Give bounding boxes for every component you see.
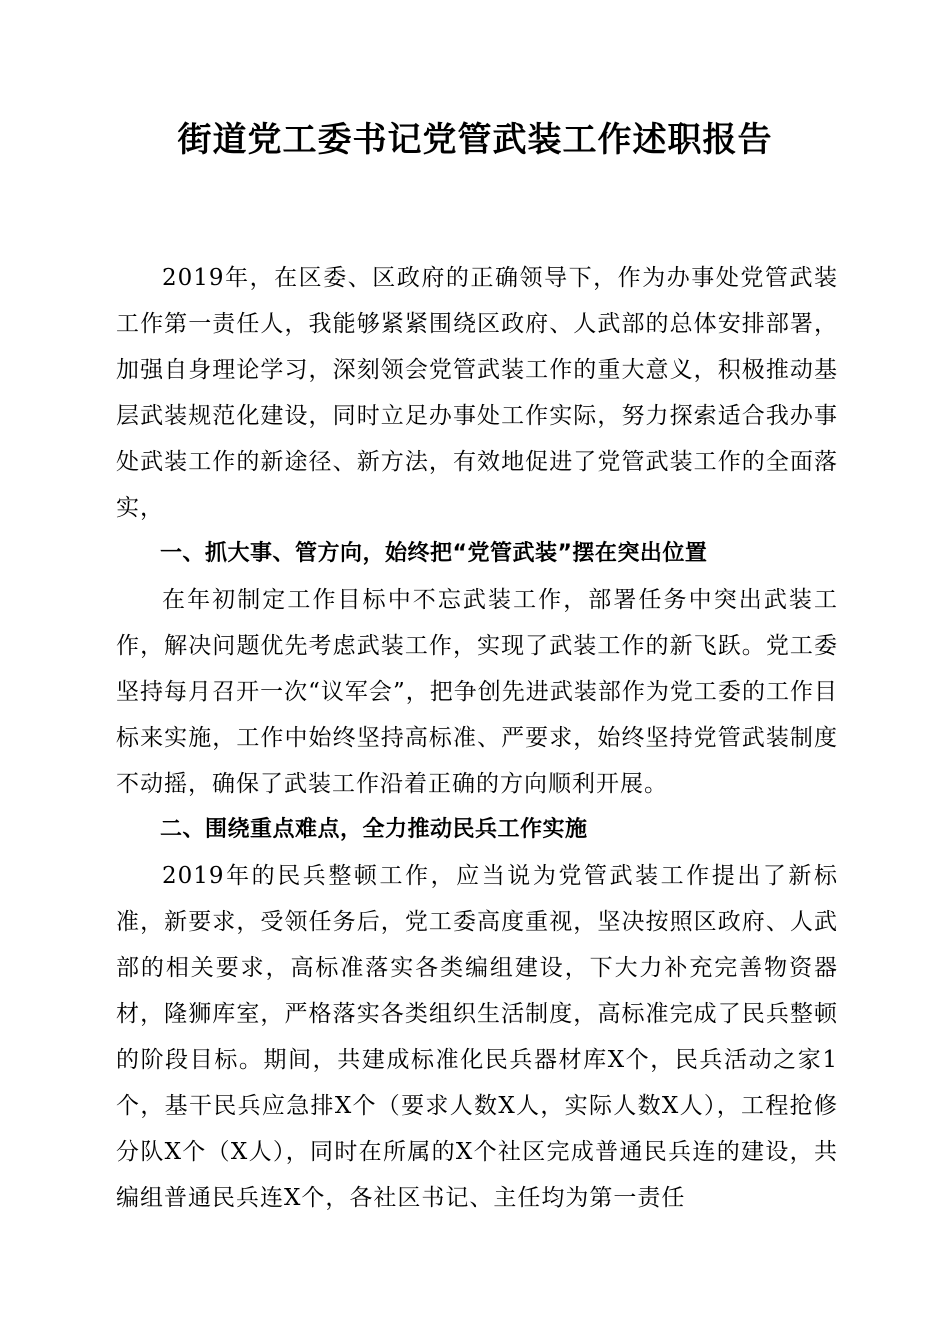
section-heading-1: 一、抓大事、管方向，始终把“党管武装”摆在突出位置 — [160, 541, 708, 566]
document-body — [116, 255, 838, 1221]
section-heading-2: 二、围绕重点难点，全力推动民兵工作实施 — [160, 817, 588, 842]
document-title: 街道党工委书记党管武装工作述职报告 — [177, 120, 773, 160]
section-2-paragraph: 2019年的民兵整顿工作，应当说为党管武装工作提出了新标准，新要求，受领任务后，党工委高度重视，坚决按照区政府、人武部的相关要求，高标准落实各类编组建设，下大力补充完善物资器材，隆狮库室，严格落实各类组织生活制度，高标准完成了民兵整顿的阶段目标。期间，共建成标准化民兵器材库X个，民兵活动之家1个，基干民兵应急排X个（要求人数X人，实际人数X人），工程抢修分队X个（X人），同时在所属的X个社区完成普通民兵连的建设，共编组普通民兵连X个，各社区书记、主任均为第一责任 — [116, 863, 838, 1211]
section-1-paragraph: 在年初制定工作目标中不忘武装工作，部署任务中突出武装工作，解决问题优先考虑武装工作，实现了武装工作的新飞跃。党工委坚持每月召开一次“议军会”，把争创先进武装部作为党工委的工作目标来实施，工作中始终坚持高标准、严要求，始终坚持党管武装制度不动摇，确保了武装工作沿着正确的方向顺利开展。 — [116, 587, 838, 797]
intro-paragraph: 2019年，在区委、区政府的正确领导下，作为办事处党管武装工作第一责任人，我能够紧紧围绕区政府、人武部的总体安排部署，加强自身理论学习，深刻领会党管武装工作的重大意义，积极推动基层武装规范化建设，同时立足办事处工作实际，努力探索适合我办事处武装工作的新途径、新方法，有效地促进了党管武装工作的全面落实， — [116, 265, 838, 521]
